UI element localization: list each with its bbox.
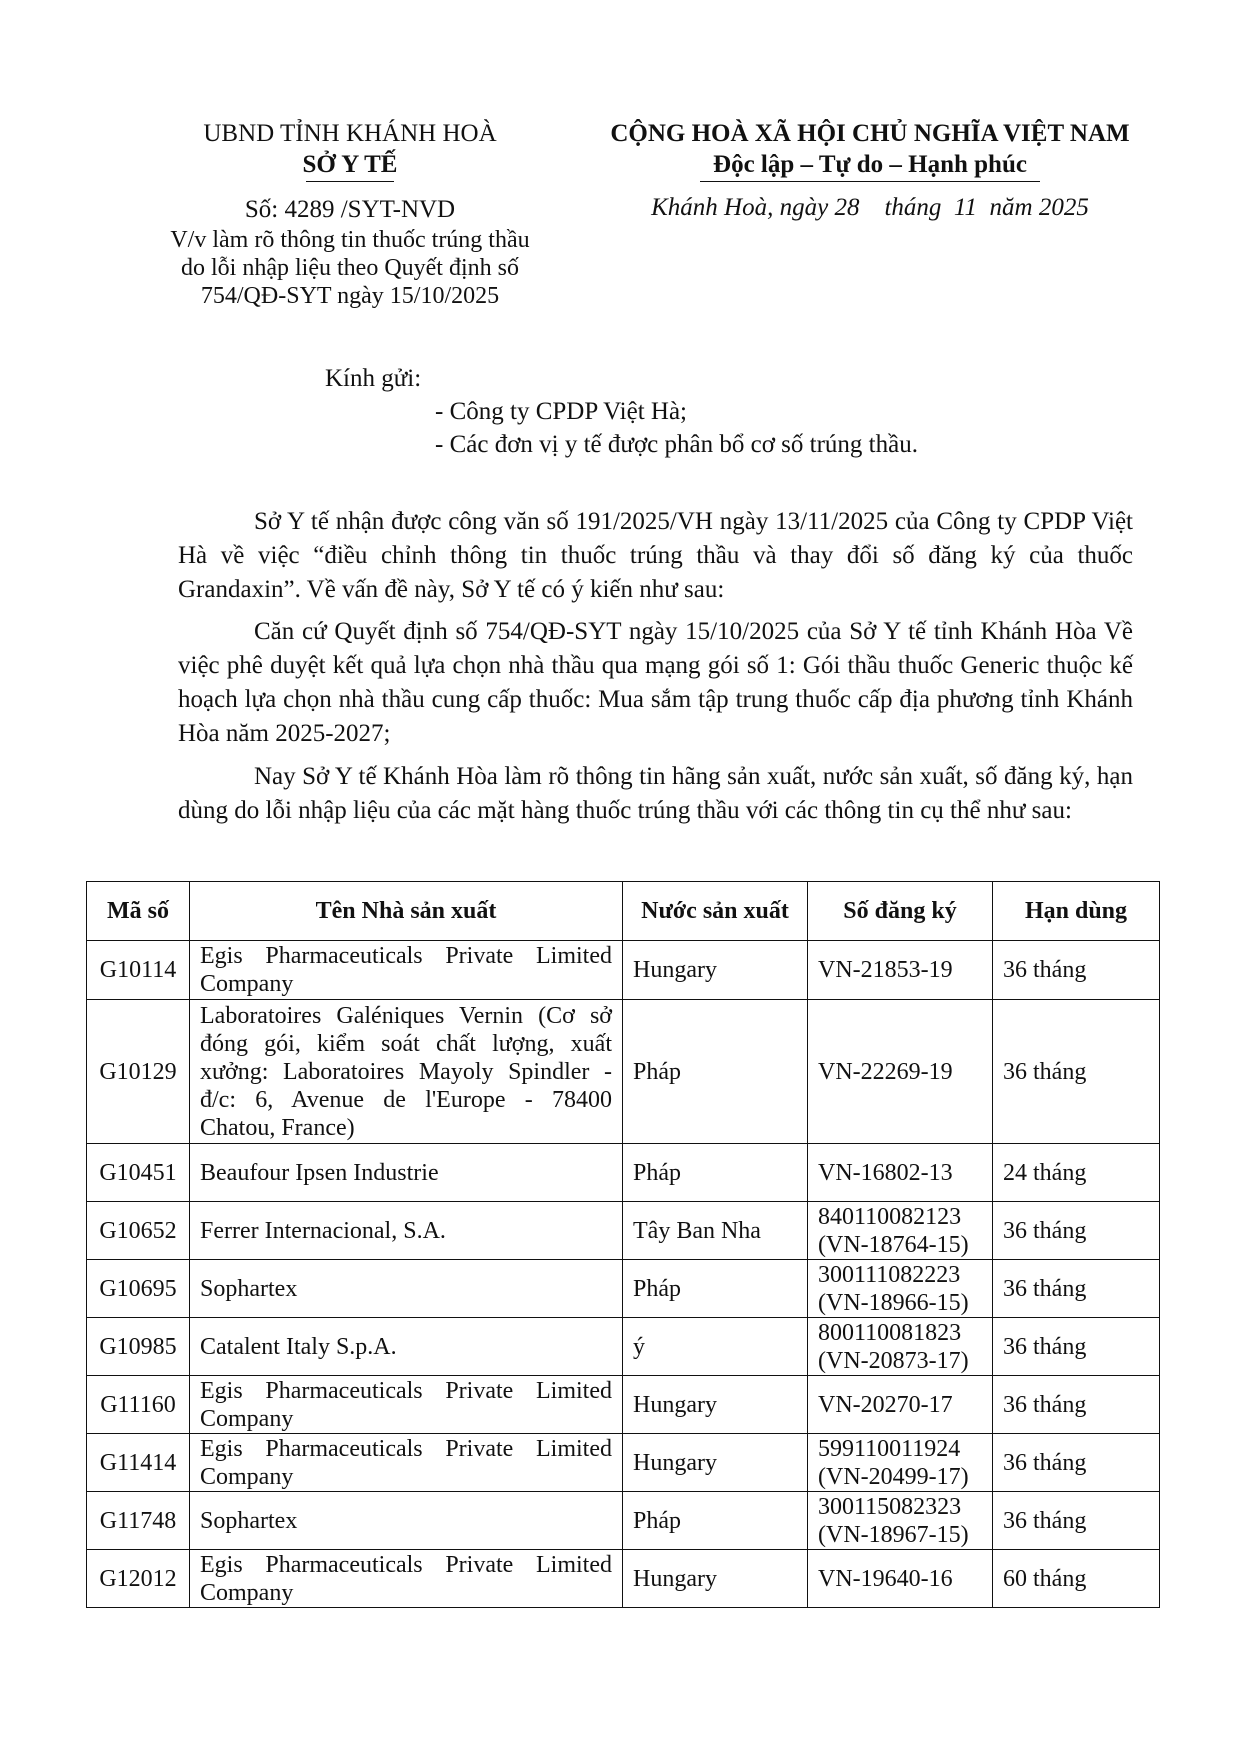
header-shelf-life: Hạn dùng bbox=[993, 882, 1160, 941]
cell-manufacturer: Beaufour Ipsen Industrie bbox=[190, 1144, 623, 1202]
cell-code: G10129 bbox=[87, 1000, 190, 1144]
motto-underline bbox=[700, 181, 1040, 182]
cell-code: G12012 bbox=[87, 1550, 190, 1608]
place-and-date: Khánh Hoà, ngày 28 tháng 11 năm 2025 bbox=[651, 194, 1089, 221]
cell-shelf-life: 60 tháng bbox=[993, 1550, 1160, 1608]
cell-code: G11160 bbox=[87, 1376, 190, 1434]
table-row bbox=[87, 1550, 1160, 1608]
recipient-item: - Các đơn vị y tế được phân bổ cơ số trúng thầu. bbox=[435, 431, 918, 458]
header-code: Mã số bbox=[87, 882, 190, 941]
cell-manufacturer: Egis Pharmaceuticals Private Limited Company bbox=[190, 1434, 623, 1492]
cell-registration: 599110011924 (VN-20499-17) bbox=[808, 1434, 993, 1492]
salutation: Kính gửi: bbox=[325, 365, 422, 392]
cell-manufacturer: Egis Pharmaceuticals Private Limited Company bbox=[190, 1550, 623, 1608]
body-paragraph-1: Sở Y tế nhận được công văn số 191/2025/VH ngày 13/11/2025 của Công ty CPDP Việt Hà về việc “điều chỉnh thông tin thuốc trúng thầu và thay đổi số đăng ký của thuốc Grandaxin”. Về vấn đề này, Sở Y tế có ý kiến như sau: bbox=[178, 508, 1133, 603]
subject-line: 754/QĐ-SYT ngày 15/10/2025 bbox=[200, 283, 500, 309]
cell-country: Pháp bbox=[623, 1260, 808, 1318]
cell-country: ý bbox=[623, 1318, 808, 1376]
national-title: CỘNG HOÀ XÃ HỘI CHỦ NGHĨA VIỆT NAM bbox=[610, 120, 1130, 147]
cell-shelf-life: 36 tháng bbox=[993, 941, 1160, 1000]
document-subject bbox=[140, 226, 560, 310]
recipient-item: - Công ty CPDP Việt Hà; bbox=[435, 398, 687, 425]
cell-registration: VN-19640-16 bbox=[808, 1550, 993, 1608]
table-header-row bbox=[87, 882, 1160, 941]
cell-country: Pháp bbox=[623, 1492, 808, 1550]
body-paragraph-2: Căn cứ Quyết định số 754/QĐ-SYT ngày 15/10/2025 của Sở Y tế tỉnh Khánh Hòa Về việc phê duyệt kết quả lựa chọn nhà thầu qua mạng gói số 1: Gói thầu thuốc Generic thuộc kế hoạch lựa chọn nhà thầu cung cấp thuốc: Mua sắm tập trung thuốc cấp địa phương tỉnh Khánh Hòa năm 2025-2027; bbox=[178, 618, 1133, 747]
cell-shelf-life: 36 tháng bbox=[993, 1202, 1160, 1260]
cell-manufacturer: Ferrer Internacional, S.A. bbox=[190, 1202, 623, 1260]
document-number: Số: 4289 /SYT-NVD bbox=[244, 196, 456, 223]
cell-shelf-life: 36 tháng bbox=[993, 1260, 1160, 1318]
cell-shelf-life: 36 tháng bbox=[993, 1434, 1160, 1492]
cell-registration: 300115082323 (VN-18967-15) bbox=[808, 1492, 993, 1550]
cell-code: G10652 bbox=[87, 1202, 190, 1260]
header-country: Nước sản xuất bbox=[623, 882, 808, 941]
table-row bbox=[87, 1144, 1160, 1202]
cell-shelf-life: 36 tháng bbox=[993, 1318, 1160, 1376]
drug-info-table bbox=[86, 881, 1160, 1608]
body-paragraph-3: Nay Sở Y tế Khánh Hòa làm rõ thông tin hãng sản xuất, nước sản xuất, số đăng ký, hạn dùng do lỗi nhập liệu của các mặt hàng thuốc trúng thầu với các thông tin cụ thể như sau: bbox=[178, 763, 1133, 824]
cell-code: G11748 bbox=[87, 1492, 190, 1550]
table-row bbox=[87, 1260, 1160, 1318]
cell-registration: VN-22269-19 bbox=[808, 1000, 993, 1144]
issuing-authority: UBND TỈNH KHÁNH HOÀ bbox=[203, 120, 497, 147]
department-underline bbox=[306, 181, 394, 182]
cell-registration: 300111082223 (VN-18966-15) bbox=[808, 1260, 993, 1318]
cell-shelf-life: 36 tháng bbox=[993, 1492, 1160, 1550]
cell-registration: 800110081823 (VN-20873-17) bbox=[808, 1318, 993, 1376]
table-row bbox=[87, 1434, 1160, 1492]
cell-code: G10695 bbox=[87, 1260, 190, 1318]
cell-code: G10451 bbox=[87, 1144, 190, 1202]
cell-code: G10114 bbox=[87, 941, 190, 1000]
table-row bbox=[87, 1318, 1160, 1376]
national-motto: Độc lập – Tự do – Hạnh phúc bbox=[713, 151, 1027, 178]
table-row bbox=[87, 941, 1160, 1000]
table-row bbox=[87, 1492, 1160, 1550]
cell-code: G10985 bbox=[87, 1318, 190, 1376]
department-name: SỞ Y TẾ bbox=[302, 151, 398, 178]
cell-manufacturer: Sophartex bbox=[190, 1260, 623, 1318]
cell-shelf-life: 36 tháng bbox=[993, 1000, 1160, 1144]
header-registration: Số đăng ký bbox=[808, 882, 993, 941]
cell-country: Hungary bbox=[623, 941, 808, 1000]
cell-shelf-life: 36 tháng bbox=[993, 1376, 1160, 1434]
cell-manufacturer: Egis Pharmaceuticals Private Limited Company bbox=[190, 941, 623, 1000]
cell-country: Pháp bbox=[623, 1144, 808, 1202]
cell-manufacturer: Catalent Italy S.p.A. bbox=[190, 1318, 623, 1376]
cell-registration: VN-21853-19 bbox=[808, 941, 993, 1000]
cell-manufacturer: Egis Pharmaceuticals Private Limited Company bbox=[190, 1376, 623, 1434]
cell-manufacturer: Sophartex bbox=[190, 1492, 623, 1550]
cell-manufacturer: Laboratoires Galéniques Vernin (Cơ sở đóng gói, kiểm soát chất lượng, xuất xưởng: Laboratoires Mayoly Spindler - đ/c: 6, Avenue de l'Europe - 78400 Chatou, France) bbox=[190, 1000, 623, 1144]
table-row bbox=[87, 1000, 1160, 1144]
cell-code: G11414 bbox=[87, 1434, 190, 1492]
cell-shelf-life: 24 tháng bbox=[993, 1144, 1160, 1202]
cell-registration: 840110082123 (VN-18764-15) bbox=[808, 1202, 993, 1260]
subject-line: V/v làm rõ thông tin thuốc trúng thầu bbox=[170, 227, 530, 253]
header-manufacturer: Tên Nhà sản xuất bbox=[190, 882, 623, 941]
table-row bbox=[87, 1202, 1160, 1260]
cell-country: Hungary bbox=[623, 1550, 808, 1608]
cell-registration: VN-16802-13 bbox=[808, 1144, 993, 1202]
cell-registration: VN-20270-17 bbox=[808, 1376, 993, 1434]
cell-country: Pháp bbox=[623, 1000, 808, 1144]
subject-line: do lỗi nhập liệu theo Quyết định số bbox=[181, 255, 519, 281]
cell-country: Tây Ban Nha bbox=[623, 1202, 808, 1260]
table-row bbox=[87, 1376, 1160, 1434]
cell-country: Hungary bbox=[623, 1434, 808, 1492]
cell-country: Hungary bbox=[623, 1376, 808, 1434]
